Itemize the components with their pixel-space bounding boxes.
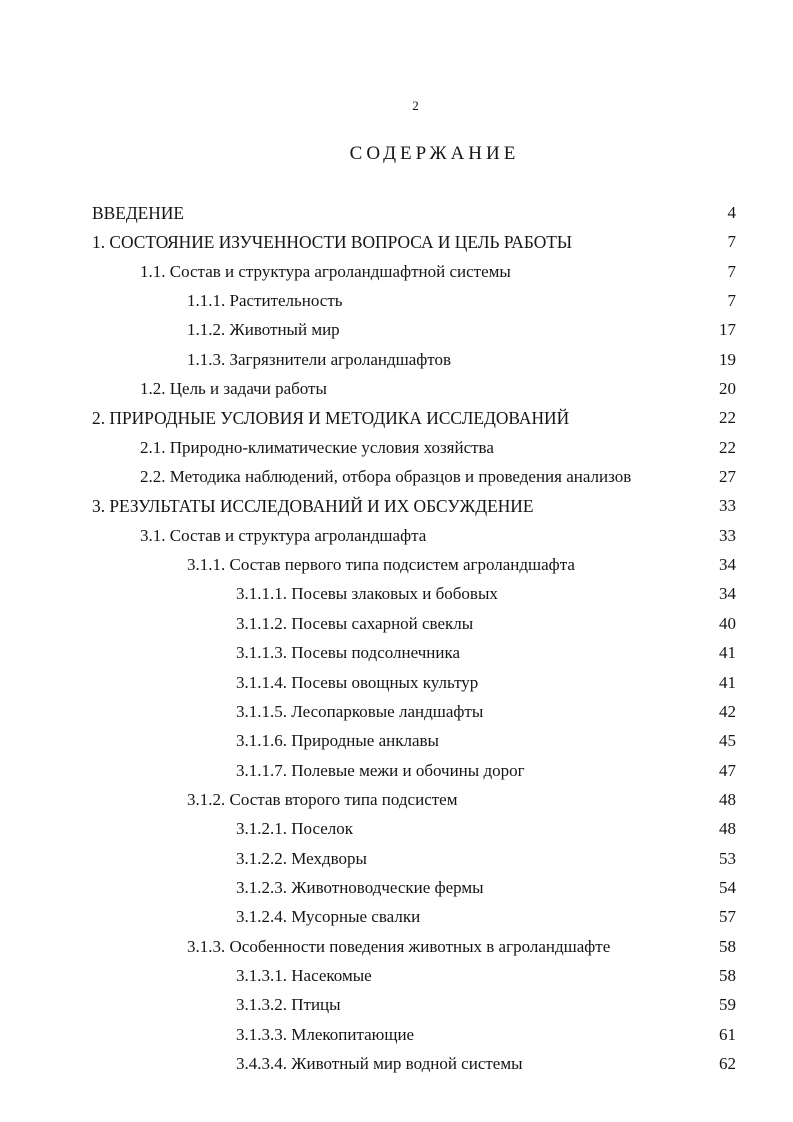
toc-entry-title: 3.1.1.5. Лесопарковые ландшафты: [236, 701, 484, 721]
toc-entry: [92, 904, 736, 933]
toc-entry-page: 33: [719, 525, 736, 545]
toc-entry-page: 48: [719, 819, 736, 839]
toc-entry-title: 2. ПРИРОДНЫЕ УСЛОВИЯ И МЕТОДИКА ИССЛЕДОВАНИЙ: [92, 408, 570, 429]
toc-entry-title: 3.1.1.7. Полевые межи и обочины дорог: [236, 760, 525, 780]
toc-entry: [92, 787, 736, 816]
toc-entry: [92, 200, 736, 229]
toc-entry-title: 3.1.1.1. Посевы злаковых и бобовых: [236, 584, 498, 604]
toc-entry-page: 42: [719, 701, 736, 721]
toc-entry-title: 1.1. Состав и структура агроландшафтной системы: [140, 261, 511, 281]
toc-entry-page: 57: [719, 907, 736, 927]
toc-entry: [92, 317, 736, 346]
toc-entry: [92, 758, 736, 787]
toc-entry: [92, 405, 736, 434]
toc-entry: [92, 259, 736, 288]
toc-entry: [92, 611, 736, 640]
toc-entry: [92, 376, 736, 405]
toc-entry: [92, 1051, 736, 1080]
toc-entry-page: 62: [719, 1053, 736, 1073]
toc-entry: [92, 288, 736, 317]
toc-entry-title: 1.2. Цель и задачи работы: [140, 379, 327, 399]
toc-entry-title: 3.1.3.2. Птицы: [236, 995, 341, 1015]
toc-entry-page: 34: [719, 584, 736, 604]
toc-entry-page: 34: [719, 555, 736, 575]
toc-entry-page: 17: [719, 320, 736, 340]
toc-entry-page: 4: [727, 203, 736, 222]
toc-entry-page: 61: [719, 1024, 736, 1044]
toc-entry-title: 3.1.2. Состав второго типа подсистем: [187, 789, 458, 809]
toc-entry-title: 1.1.2. Животный мир: [187, 320, 340, 340]
toc-entry-title: 3.1.3.1. Насекомые: [236, 965, 372, 985]
toc-entry: [92, 229, 736, 258]
toc-entry-title: 3.1.3.3. Млекопитающие: [236, 1024, 415, 1044]
toc-entry-page: 7: [727, 291, 736, 311]
toc-entry: [92, 816, 736, 845]
toc-entry: [92, 728, 736, 757]
toc-entry: [92, 670, 736, 699]
toc-entry-title: 3.1.2.3. Животноводческие фермы: [236, 877, 484, 897]
page-number: 2: [412, 98, 419, 113]
toc-entry: [92, 934, 736, 963]
toc-entry-title: 1. СОСТОЯНИЕ ИЗУЧЕННОСТИ ВОПРОСА И ЦЕЛЬ РАБОТЫ: [92, 232, 573, 253]
toc-entry-page: 40: [719, 613, 736, 633]
toc-entry-title: 3.1.3. Особенности поведения животных в агроландшафте: [187, 936, 611, 956]
toc-entry: [92, 435, 736, 464]
toc-entry-title: 3.1.2.1. Поселок: [236, 819, 353, 839]
toc-entry-title: 3. РЕЗУЛЬТАТЫ ИССЛЕДОВАНИЙ И ИХ ОБСУЖДЕНИЕ: [92, 496, 534, 517]
toc-entry-title: 1.1.3. Загрязнители агроландшафтов: [187, 349, 452, 369]
toc-entry-title: 3.1.2.4. Мусорные свалки: [236, 907, 421, 927]
toc-entry-page: 41: [719, 672, 736, 692]
toc-entry: [92, 846, 736, 875]
toc-entry: [92, 992, 736, 1021]
toc-entry-page: 48: [719, 789, 736, 809]
toc-entry-page: 19: [719, 349, 736, 369]
toc-entry: [92, 523, 736, 552]
toc-entry-title: 3.1.1.2. Посевы сахарной свеклы: [236, 613, 474, 633]
toc-entry-title: 3.4.3.4. Животный мир водной системы: [236, 1053, 523, 1073]
toc-entry-title: 3.1. Состав и структура агроландшафта: [140, 525, 427, 545]
toc-entry: [92, 552, 736, 581]
toc-entry-page: 58: [719, 965, 736, 985]
toc-entry-page: 54: [719, 877, 736, 897]
page-title: СОДЕРЖАНИЕ: [349, 143, 520, 164]
toc-entry: [92, 640, 736, 669]
toc-entry-page: 53: [719, 848, 736, 868]
toc-entry: [92, 875, 736, 904]
toc-entry-page: 27: [719, 467, 736, 487]
toc-entry-page: 41: [719, 643, 736, 663]
toc-entry: [92, 347, 736, 376]
toc-entry-page: 7: [727, 232, 736, 252]
toc-entry-page: 33: [719, 496, 736, 516]
toc-entry-page: 22: [719, 408, 736, 428]
toc-entry-page: 7: [727, 261, 736, 281]
toc-entry-page: 58: [719, 936, 736, 956]
toc-entry-title: 3.1.1. Состав первого типа подсистем агроландшафта: [187, 555, 575, 575]
toc-entry-title: 2.1. Природно-климатические условия хозяйства: [140, 437, 494, 457]
toc-entry: [92, 493, 736, 522]
table-of-contents: [92, 200, 736, 1080]
toc-entry: [92, 581, 736, 610]
toc-entry-title: ВВЕДЕНИЕ: [92, 203, 185, 223]
toc-entry-page: 59: [719, 995, 736, 1015]
toc-entry: [92, 699, 736, 728]
toc-entry-title: 3.1.1.3. Посевы подсолнечника: [236, 643, 461, 663]
toc-entry-title: 3.1.1.4. Посевы овощных культур: [236, 672, 479, 692]
toc-entry: [92, 464, 736, 493]
toc-entry: [92, 1022, 736, 1051]
toc-entry-page: 22: [719, 437, 736, 457]
toc-entry-page: 45: [719, 731, 736, 751]
toc-entry-title: 3.1.1.6. Природные анклавы: [236, 731, 439, 751]
toc-entry-title: 3.1.2.2. Мехдворы: [236, 848, 367, 868]
toc-entry: [92, 963, 736, 992]
toc-entry-page: 47: [719, 760, 736, 780]
toc-entry-title: 1.1.1. Растительность: [187, 291, 343, 311]
toc-entry-title: 2.2. Методика наблюдений, отбора образцов и проведения анализов: [140, 467, 632, 487]
toc-entry-page: 20: [719, 379, 736, 399]
